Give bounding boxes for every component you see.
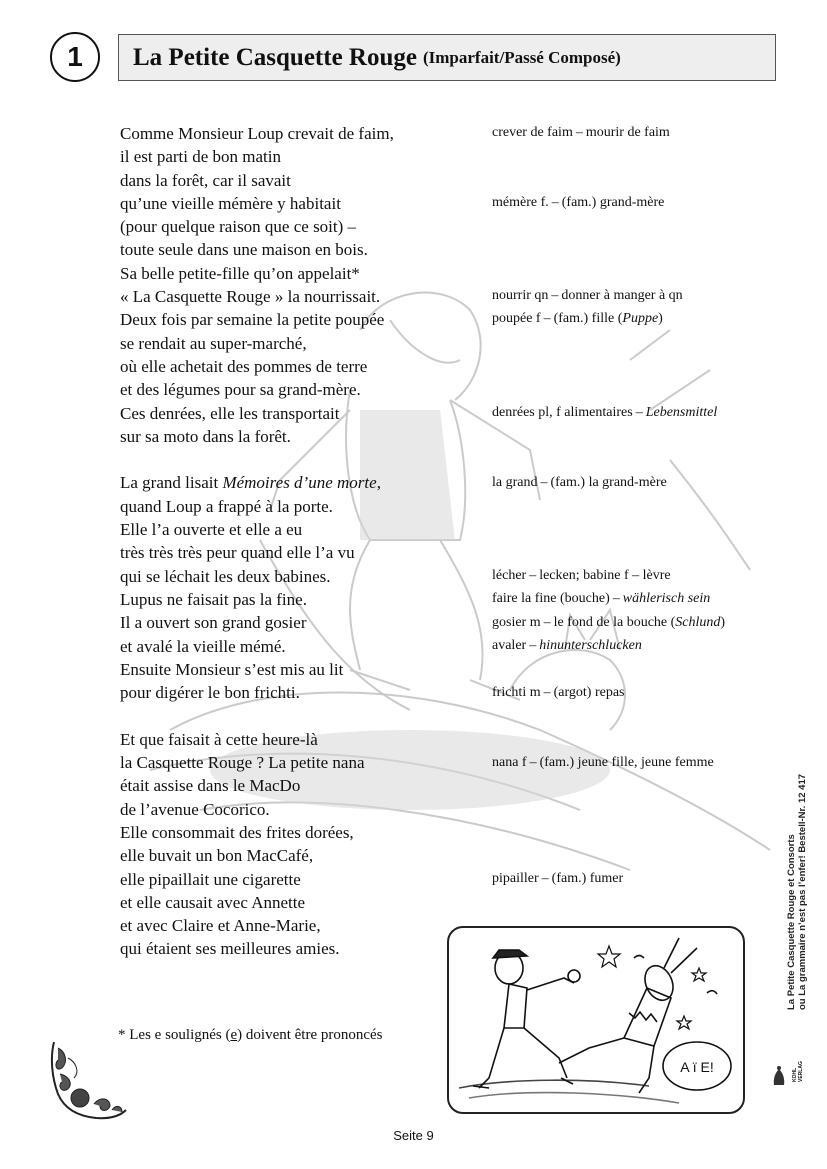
poem-line: Elle consommait des frites dorées, bbox=[120, 822, 354, 842]
poem-line: où elle achetait des pommes de terre bbox=[120, 356, 368, 376]
publisher-logo-icon bbox=[771, 1065, 787, 1087]
side-text-line: La Petite Casquette Rouge et Consorts bbox=[786, 834, 797, 1010]
glossary-dash: – bbox=[529, 755, 537, 770]
glossary-entry bbox=[492, 871, 782, 887]
glossary-entry bbox=[492, 125, 782, 141]
glossary-term: frichti m bbox=[492, 685, 541, 700]
corner-ornament bbox=[46, 1038, 128, 1120]
poem-text: , bbox=[376, 473, 381, 493]
poem-line: très très très peur quand elle l’a vu bbox=[120, 543, 355, 563]
poem-line: Sa belle petite-fille qu’on appelait* bbox=[120, 263, 360, 283]
poem-line: quand Loup a frappé à la porte. bbox=[120, 496, 333, 516]
glossary-term: faire la fine (bouche) bbox=[492, 591, 610, 606]
footnote-underlined-e: e bbox=[230, 1027, 238, 1043]
glossary-entry bbox=[492, 755, 782, 771]
glossary-entry bbox=[492, 685, 782, 701]
poem-line: se rendait au super-marché, bbox=[120, 333, 307, 353]
cartoon-illustration bbox=[447, 926, 745, 1114]
poem-line: de l’avenue Cocorico. bbox=[120, 799, 270, 819]
glossary-entry bbox=[492, 405, 782, 421]
glossary-german: Schlund bbox=[675, 615, 721, 630]
footnote-text: ) doivent être prononcés bbox=[237, 1027, 383, 1043]
glossary-def: (fam.) la grand-mère bbox=[550, 475, 667, 490]
poem-line: Deux fois par semaine la petite poupée bbox=[120, 310, 385, 330]
glossary-german: Puppe bbox=[622, 311, 659, 326]
glossary-term: mémère f. bbox=[492, 195, 549, 210]
poem-line: elle buvait un bon MacCafé, bbox=[120, 846, 314, 866]
title-box bbox=[118, 34, 776, 81]
glossary-term: pipailler bbox=[492, 871, 539, 886]
glossary-entry bbox=[492, 475, 782, 491]
glossary-term: denrées pl, f alimentaires bbox=[492, 405, 633, 420]
glossary-def: lecken; babine f – lèvre bbox=[539, 568, 671, 583]
glossary-entry bbox=[492, 615, 782, 631]
glossary-dash: – bbox=[543, 615, 551, 630]
glossary-entry bbox=[492, 195, 782, 211]
glossary-term: poupée f bbox=[492, 311, 541, 326]
poem-line: elle pipaillait une cigarette bbox=[120, 869, 301, 889]
poem-line: Ensuite Monsieur s’est mis au lit bbox=[120, 659, 344, 679]
poem-line: la Casquette Rouge ? La petite nana bbox=[120, 753, 365, 773]
poem-line: toute seule dans une maison en bois. bbox=[120, 240, 368, 260]
poem-line: Ces denrées, elle les transportait bbox=[120, 403, 340, 423]
glossary-entry bbox=[492, 638, 782, 654]
side-text-line: ou La grammaire n’est pas l’enfer! Bestell-Nr. 12 417 bbox=[797, 773, 808, 1010]
glossary-dash: – bbox=[529, 638, 537, 653]
book-title: Mémoires d’une morte bbox=[222, 473, 377, 493]
glossary-dash: – bbox=[543, 311, 551, 326]
glossary-def: (fam.) jeune fille, jeune femme bbox=[539, 755, 714, 770]
side-publication-info bbox=[786, 730, 808, 1010]
glossary-def: (fam.) fumer bbox=[551, 871, 624, 886]
exercise-number: 1 bbox=[50, 32, 100, 82]
poem-line: qui se léchait les deux babines. bbox=[120, 566, 331, 586]
glossary-entry bbox=[492, 568, 782, 584]
glossary-dash: – bbox=[612, 591, 620, 606]
page-number: Seite 9 bbox=[393, 1128, 434, 1143]
glossary-dash: – bbox=[551, 288, 559, 303]
glossary-term: avaler bbox=[492, 638, 527, 653]
poem-line: Elle l’a ouverte et elle a eu bbox=[120, 520, 303, 540]
poem-line: Il a ouvert son grand gosier bbox=[120, 613, 307, 633]
glossary-term: lécher bbox=[492, 568, 527, 583]
glossary-entry bbox=[492, 311, 782, 327]
poem-line: était assise dans le MacDo bbox=[120, 776, 301, 796]
poem-line: (pour quelque raison que ce soit) – bbox=[120, 217, 357, 237]
glossary-def: mourir de faim bbox=[585, 125, 670, 140]
poem-line: sur sa moto dans la forêt. bbox=[120, 426, 291, 446]
publisher-name: KOHL VERLAG bbox=[792, 1061, 804, 1082]
glossary-term: gosier m bbox=[492, 615, 541, 630]
glossary-german: hinunterschlucken bbox=[539, 638, 642, 653]
glossary-def-end: ) bbox=[720, 615, 726, 630]
poem-line: et avalé la vieille mémé. bbox=[120, 636, 286, 656]
poem-line: et des légumes pour sa grand-mère. bbox=[120, 380, 361, 400]
glossary-dash: – bbox=[540, 475, 548, 490]
glossary-dash: – bbox=[543, 685, 551, 700]
glossary-entry bbox=[492, 288, 782, 304]
glossary-german: Lebensmittel bbox=[645, 405, 718, 420]
glossary-term: crever de faim bbox=[492, 125, 573, 140]
glossary-def: donner à manger à qn bbox=[561, 288, 683, 303]
poem-line: et elle causait avec Annette bbox=[120, 892, 306, 912]
page-subtitle: (Imparfait/Passé Composé) bbox=[422, 47, 621, 67]
poem-line: Et que faisait à cette heure-là bbox=[120, 729, 318, 749]
poem-line: il est parti de bon matin bbox=[120, 147, 281, 167]
glossary-def: le fond de la bouche ( bbox=[553, 615, 676, 630]
poem-line: pour digérer le bon frichti. bbox=[120, 683, 300, 703]
poem-line: qui étaient ses meilleures amies. bbox=[120, 939, 340, 959]
poem-line: et avec Claire et Anne-Marie, bbox=[120, 916, 321, 936]
poem-line: « La Casquette Rouge » la nourrissait. bbox=[120, 287, 381, 307]
cartoon-drawing bbox=[449, 928, 743, 1112]
glossary-dash: – bbox=[541, 871, 549, 886]
glossary-def-end: ) bbox=[658, 311, 663, 326]
glossary-def: (fam.) fille ( bbox=[553, 311, 623, 326]
glossary-term: la grand bbox=[492, 475, 538, 490]
poem-line: Lupus ne faisait pas la fine. bbox=[120, 589, 307, 609]
glossary-dash: – bbox=[575, 125, 583, 140]
poem-line: qu’une vieille mémère y habitait bbox=[120, 193, 341, 213]
footnote bbox=[118, 1027, 383, 1044]
glossary-dash: – bbox=[551, 195, 559, 210]
poem-text: La grand lisait bbox=[120, 473, 223, 493]
glossary-term: nourrir qn bbox=[492, 288, 549, 303]
poem-line: dans la forêt, car il savait bbox=[120, 170, 291, 190]
glossary-term: nana f bbox=[492, 755, 527, 770]
footnote-text: * Les e soulignés ( bbox=[118, 1027, 231, 1043]
glossary-german: wählerisch sein bbox=[622, 591, 711, 606]
poem-line: Comme Monsieur Loup crevait de faim, bbox=[120, 124, 394, 143]
glossary-entry bbox=[492, 591, 782, 607]
poem bbox=[120, 122, 500, 961]
page-title: La Petite Casquette Rouge bbox=[133, 43, 417, 71]
poem-line bbox=[120, 471, 500, 494]
glossary-def: (argot) repas bbox=[553, 685, 625, 700]
glossary-dash: – bbox=[635, 405, 643, 420]
cartoon-bubble-text: A ï E! bbox=[680, 1059, 714, 1075]
glossary-dash: – bbox=[529, 568, 537, 583]
glossary-def: (fam.) grand-mère bbox=[561, 195, 665, 210]
